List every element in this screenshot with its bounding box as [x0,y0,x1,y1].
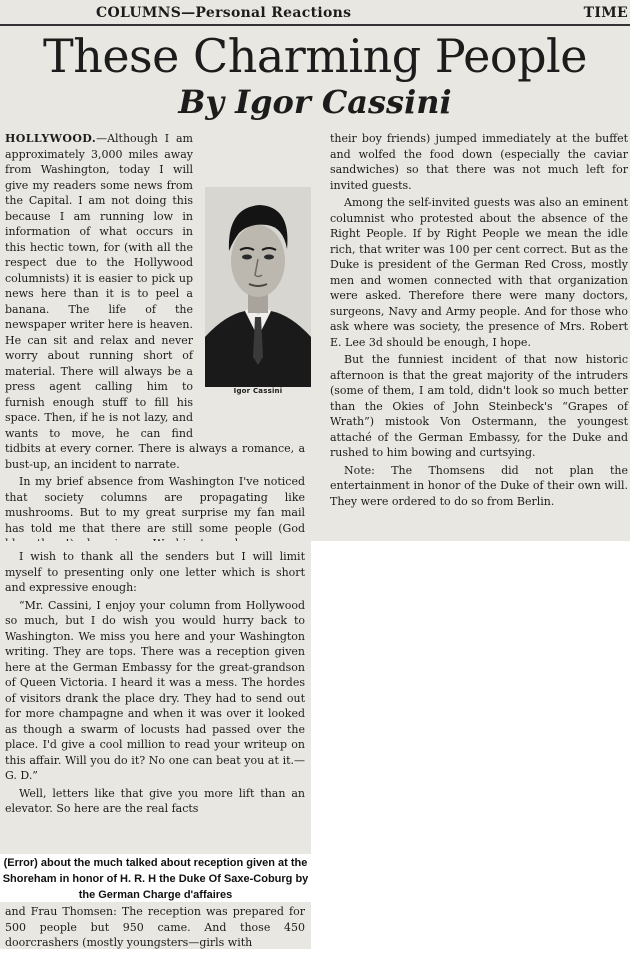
paragraph: In my brief absence from Washington I've noticed that society columns are propagating like mushrooms. But to my great surprise my fan mail has told me that there are still some people (God [5,475,305,535]
column-right [330,131,628,511]
column-left-lower [5,549,305,819]
paragraph: and Frau Thomsen: The reception was prepared for 500 people but 950 came. And those 450 doorcrashers (mostly youngsters—girls with [5,905,305,949]
paragraph: But the funniest incident of that now historic afternoon is that the great majority of the intruders (some of them, I am told, didn't look so much better than the Okies of John Steinbeck's “Grapes of Wrath”) mistook Von Ostermann, the youngest attaché of the German Embassy, for the Duke and rushed to him bowing and curtsying. [330,353,628,459]
inserted-correction-note: (Error) about the much talked about reception given at the Shoreham in honor of H. R. H the Duke Of Saxe-Coburg by the German Charge d'affaires [0,854,311,902]
publication-name: TIME [583,5,628,21]
photo-caption: Igor Cassini [233,387,283,395]
dateline: HOLLYWOOD. [5,132,97,145]
paragraph: Well, letters like that give you more lift than an elevator. So here are the real facts [5,786,305,815]
paragraph: I wish to thank all the senders but I will limit myself to presenting only one letter which is short and expressive enough: [5,550,305,594]
paragraph: their boy friends) jumped immediately at the buffet and wolfed the food down (especially the caviar sandwiches) so that there was not much left for invited guests. [330,132,628,192]
section-title: COLUMNS—Personal Reactions [96,5,352,21]
opening-text-continued: enough stuff to fill his space. Then, if he is not lazy, and wants to move, he can find tidbits at every corner. There is always a romance, a bust-up, an incident to narrate. [5,395,305,471]
masthead [0,0,630,26]
letter-quote: “Mr. Cassini, I enjoy your column from Hollywood so much, but I do wish you would hurry back to Washington. We miss you here and your Washington writing. They are tops. There was a reception given here at the German Embassy for the great-grandson of Queen Victoria. I heard it was a mess. The hordes of visitors drank the place dry. They had to send out for more champagne and when it was over it looked as though a swarm of locusts had passed over the place. I'd give a cool million to read your writeup on this affair. Will you do it? No one can beat you at it.—G. D.” [5,598,305,782]
opening-text: —Although I am approximately 3,000 miles away from Washington, today I will give my readers some news from the Capital. I am not doing this because I am running low in information of what occurs in this hectic town, for (with all the respect due to the Hollywood columnists) it is easier to pick up news here than it is to peel a banana. The life of the newspaper writer here is heaven. He can sit and relax and never worry about running short of material. There will always be a press agent calling him to furnish [5,132,193,409]
article-byline: By Igor Cassini [178,83,452,121]
paragraph-note: Note: The Thomsens did not plan the entertainment in honor of the Duke of their own will. They were ordered to do so from Berlin. [330,463,628,508]
clipping-tail [0,902,311,949]
photo-wrap-spacer [199,175,305,430]
paragraph: Among the self-invited guests was also an eminent columnist who protested about the absence of the Right People. If by Right People we mean the idle rich, that writer was 100 per cent correct. But as the Duke is president of the German Red Cross, mostly men and women connected with that organization were asked. Therefore there were many doctors, surgeons, Navy and Army people. And for those who ask where was society, the presence of Mrs. Robert E. Lee 3d should be enough, I hope. [330,196,628,349]
article-headline: These Charming People [43,29,587,83]
column-left-tail [5,904,305,953]
column-left-upper [5,131,305,554]
